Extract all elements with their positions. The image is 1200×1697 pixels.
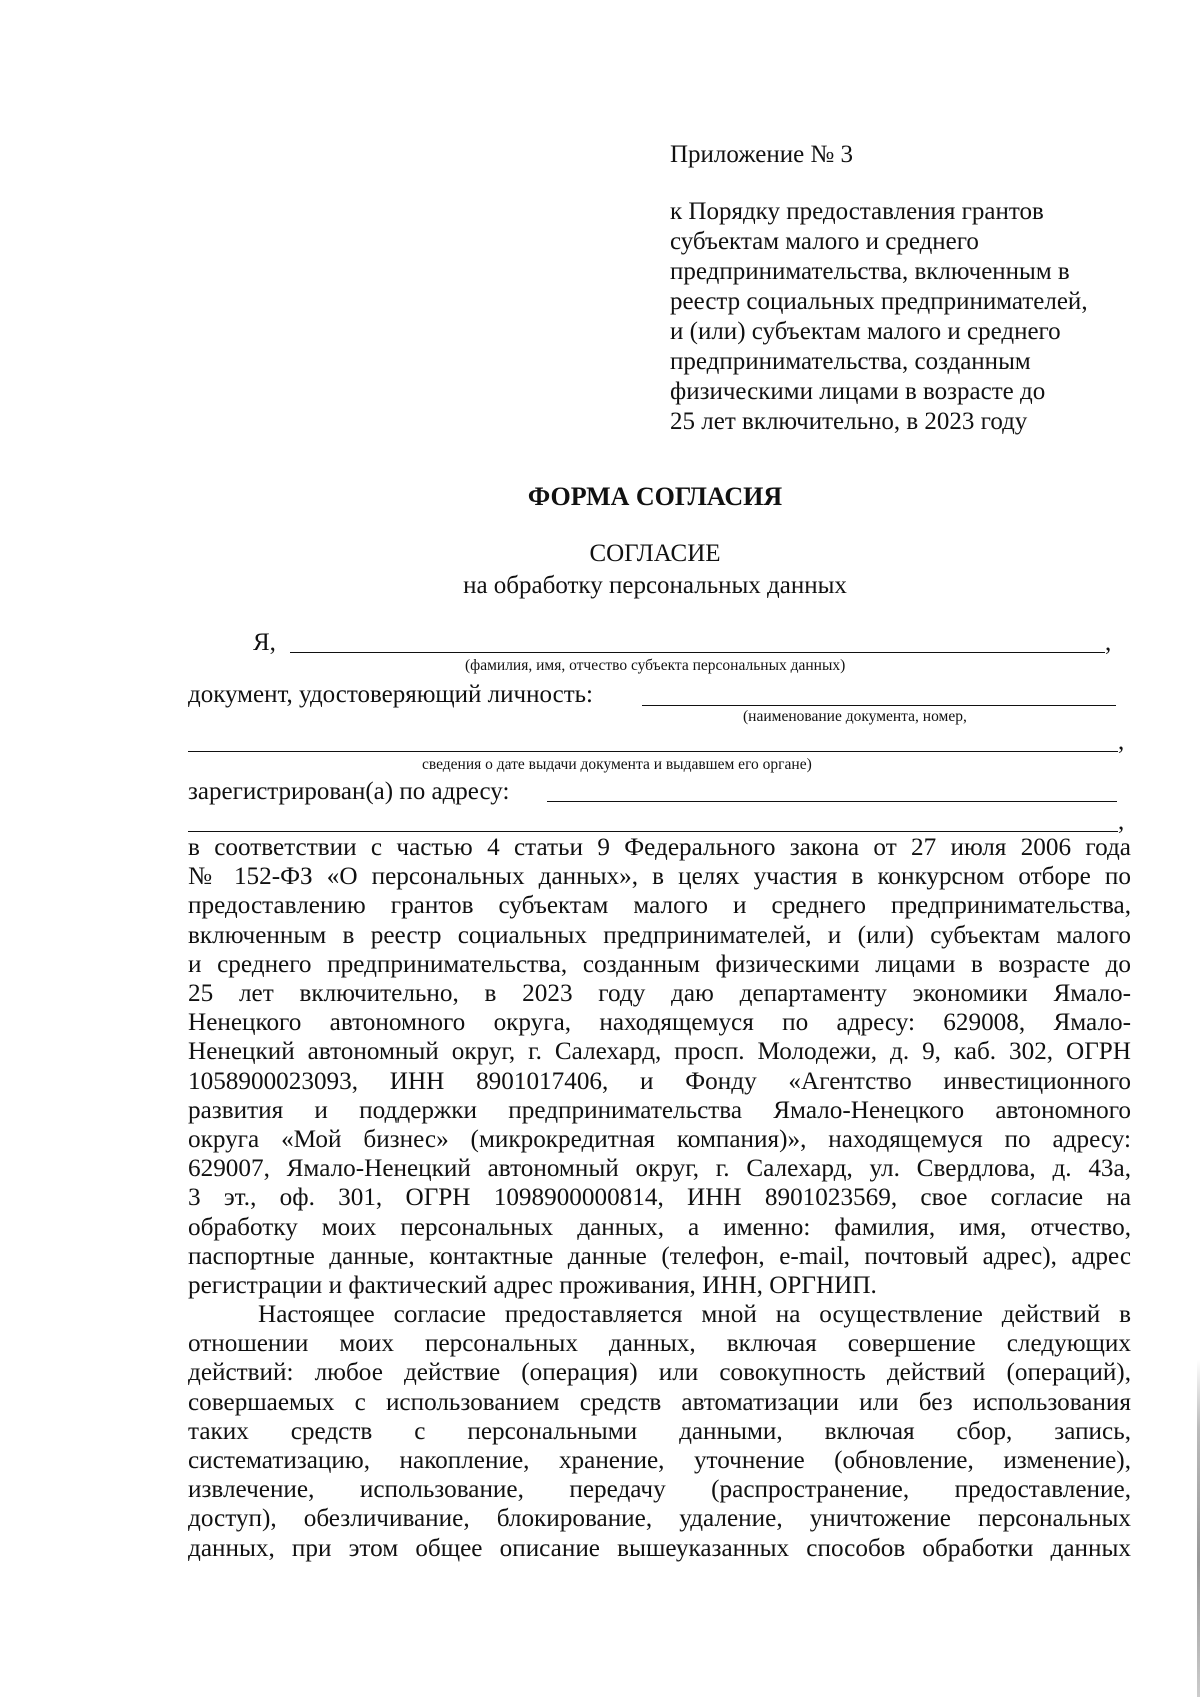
consent-subtitle: на обработку персональных данных	[463, 572, 847, 599]
text-line: 25 лет включительно, в 2023 году даю департаменту экономики Ямало-	[188, 980, 1131, 1008]
comma: ,	[1105, 629, 1112, 656]
appendix-line: к Порядку предоставления грантов	[670, 198, 1044, 225]
text-line: данных, при этом общее описание вышеуказанных способов обработки данных	[188, 1534, 1131, 1562]
text-line: и среднего предпринимательства, созданным физическими лицами в возрасте до	[188, 950, 1131, 978]
address-label: зарегистрирован(а) по адресу:	[188, 778, 510, 805]
text-line: 1058900023093, ИНН 8901017406, и Фонду «Агентство инвестиционного	[188, 1067, 1131, 1095]
text-line: таких средств с персональными данными, включая сбор, запись,	[188, 1417, 1131, 1445]
id-doc-details-hint: сведения о дате выдачи документа и выдавшем его органе)	[422, 756, 812, 773]
text-line: округа «Мой бизнес» (микрокредитная компания)», находящемуся по адресу:	[188, 1126, 1131, 1154]
text-line: предоставлению грантов субъектам малого и среднего предпринимательства,	[188, 892, 1131, 920]
text-line: 3 эт., оф. 301, ОГРН 1098900000814, ИНН 8901023569, свое согласие на	[188, 1184, 1131, 1212]
form-title: ФОРМА СОГЛАСИЯ	[527, 482, 783, 511]
id-doc-hint: (наименование документа, номер,	[743, 708, 967, 725]
text-line: Ненецкий автономный округ, г. Салехард, просп. Молодежи, д. 9, каб. 302, ОГРН	[188, 1038, 1131, 1066]
text-line: № 152-ФЗ «О персональных данных», в целях участия в конкурсном отборе по	[188, 863, 1131, 891]
appendix-line: субъектам малого и среднего	[670, 228, 979, 255]
text-line: Ненецкого автономного округа, находящемуся по адресу: 629008, Ямало-	[188, 1009, 1131, 1037]
text-line: действий: любое действие (операция) или совокупность действий (операций),	[188, 1359, 1131, 1387]
appendix-line: реестр социальных предпринимателей,	[670, 288, 1088, 315]
address-input-line[interactable]	[547, 801, 1117, 802]
appendix-line: предпринимательства, включенным в	[670, 258, 1070, 285]
text-line: развития и поддержки предпринимательства Ямало-Ненецкого автономного	[188, 1096, 1131, 1124]
text-line: паспортные данные, контактные данные (телефон, e-mail, почтовый адрес), адрес	[188, 1242, 1131, 1270]
appendix-title: Приложение № 3	[670, 141, 854, 168]
name-input-line[interactable]	[290, 652, 1105, 653]
text-line: обработку моих персональных данных, а именно: фамилия, имя, отчество,	[188, 1213, 1131, 1241]
appendix-line: и (или) субъектам малого и среднего	[670, 318, 1061, 345]
text-line: совершаемых с использованием средств автоматизации или без использования	[188, 1388, 1131, 1416]
text-line: включенным в реестр социальных предпринимателей, и (или) субъектам малого	[188, 921, 1131, 949]
text-line: регистрации и фактический адрес проживания, ИНН, ОРГНИП.	[188, 1272, 877, 1300]
appendix-block	[670, 140, 1150, 437]
appendix-line: физическими лицами в возрасте до	[670, 378, 1046, 405]
address-input-line-2[interactable]	[188, 831, 1118, 832]
text-line: отношении моих персональных данных, включая совершение следующих	[188, 1330, 1131, 1358]
appendix-line: 25 лет включительно, в 2023 году	[670, 408, 1028, 435]
text-line: Настоящее согласие предоставляется мной на осуществление действий в	[258, 1301, 1131, 1328]
comma: ,	[1118, 808, 1125, 835]
id-doc-input-line[interactable]	[642, 705, 1116, 706]
consent-paragraph-2	[188, 1300, 1131, 1563]
text-line: 629007, Ямало-Ненецкий автономный округ, г. Салехард, ул. Свердлова, д. 43а,	[188, 1155, 1131, 1183]
appendix-line: предпринимательства, созданным	[670, 348, 1031, 375]
name-hint: (фамилия, имя, отчество субъекта персональных данных)	[465, 657, 846, 674]
id-doc-label: документ, удостоверяющий личность:	[188, 681, 593, 708]
consent-title: СОГЛАСИЕ	[589, 540, 721, 567]
text-line: в соответствии с частью 4 статьи 9 Федерального закона от 27 июля 2006 года	[188, 834, 1131, 861]
i-label: Я,	[253, 629, 276, 656]
text-line: систематизацию, накопление, хранение, уточнение (обновление, изменение),	[188, 1447, 1131, 1475]
id-doc-details-input-line[interactable]	[188, 751, 1118, 752]
consent-paragraph-1	[188, 833, 1131, 1300]
text-line: извлечение, использование, передачу (распространение, предоставление,	[188, 1476, 1131, 1504]
text-line: доступ), обезличивание, блокирование, удаление, уничтожение персональных	[188, 1505, 1131, 1533]
comma: ,	[1118, 728, 1125, 755]
consent-title-block	[0, 538, 1200, 602]
